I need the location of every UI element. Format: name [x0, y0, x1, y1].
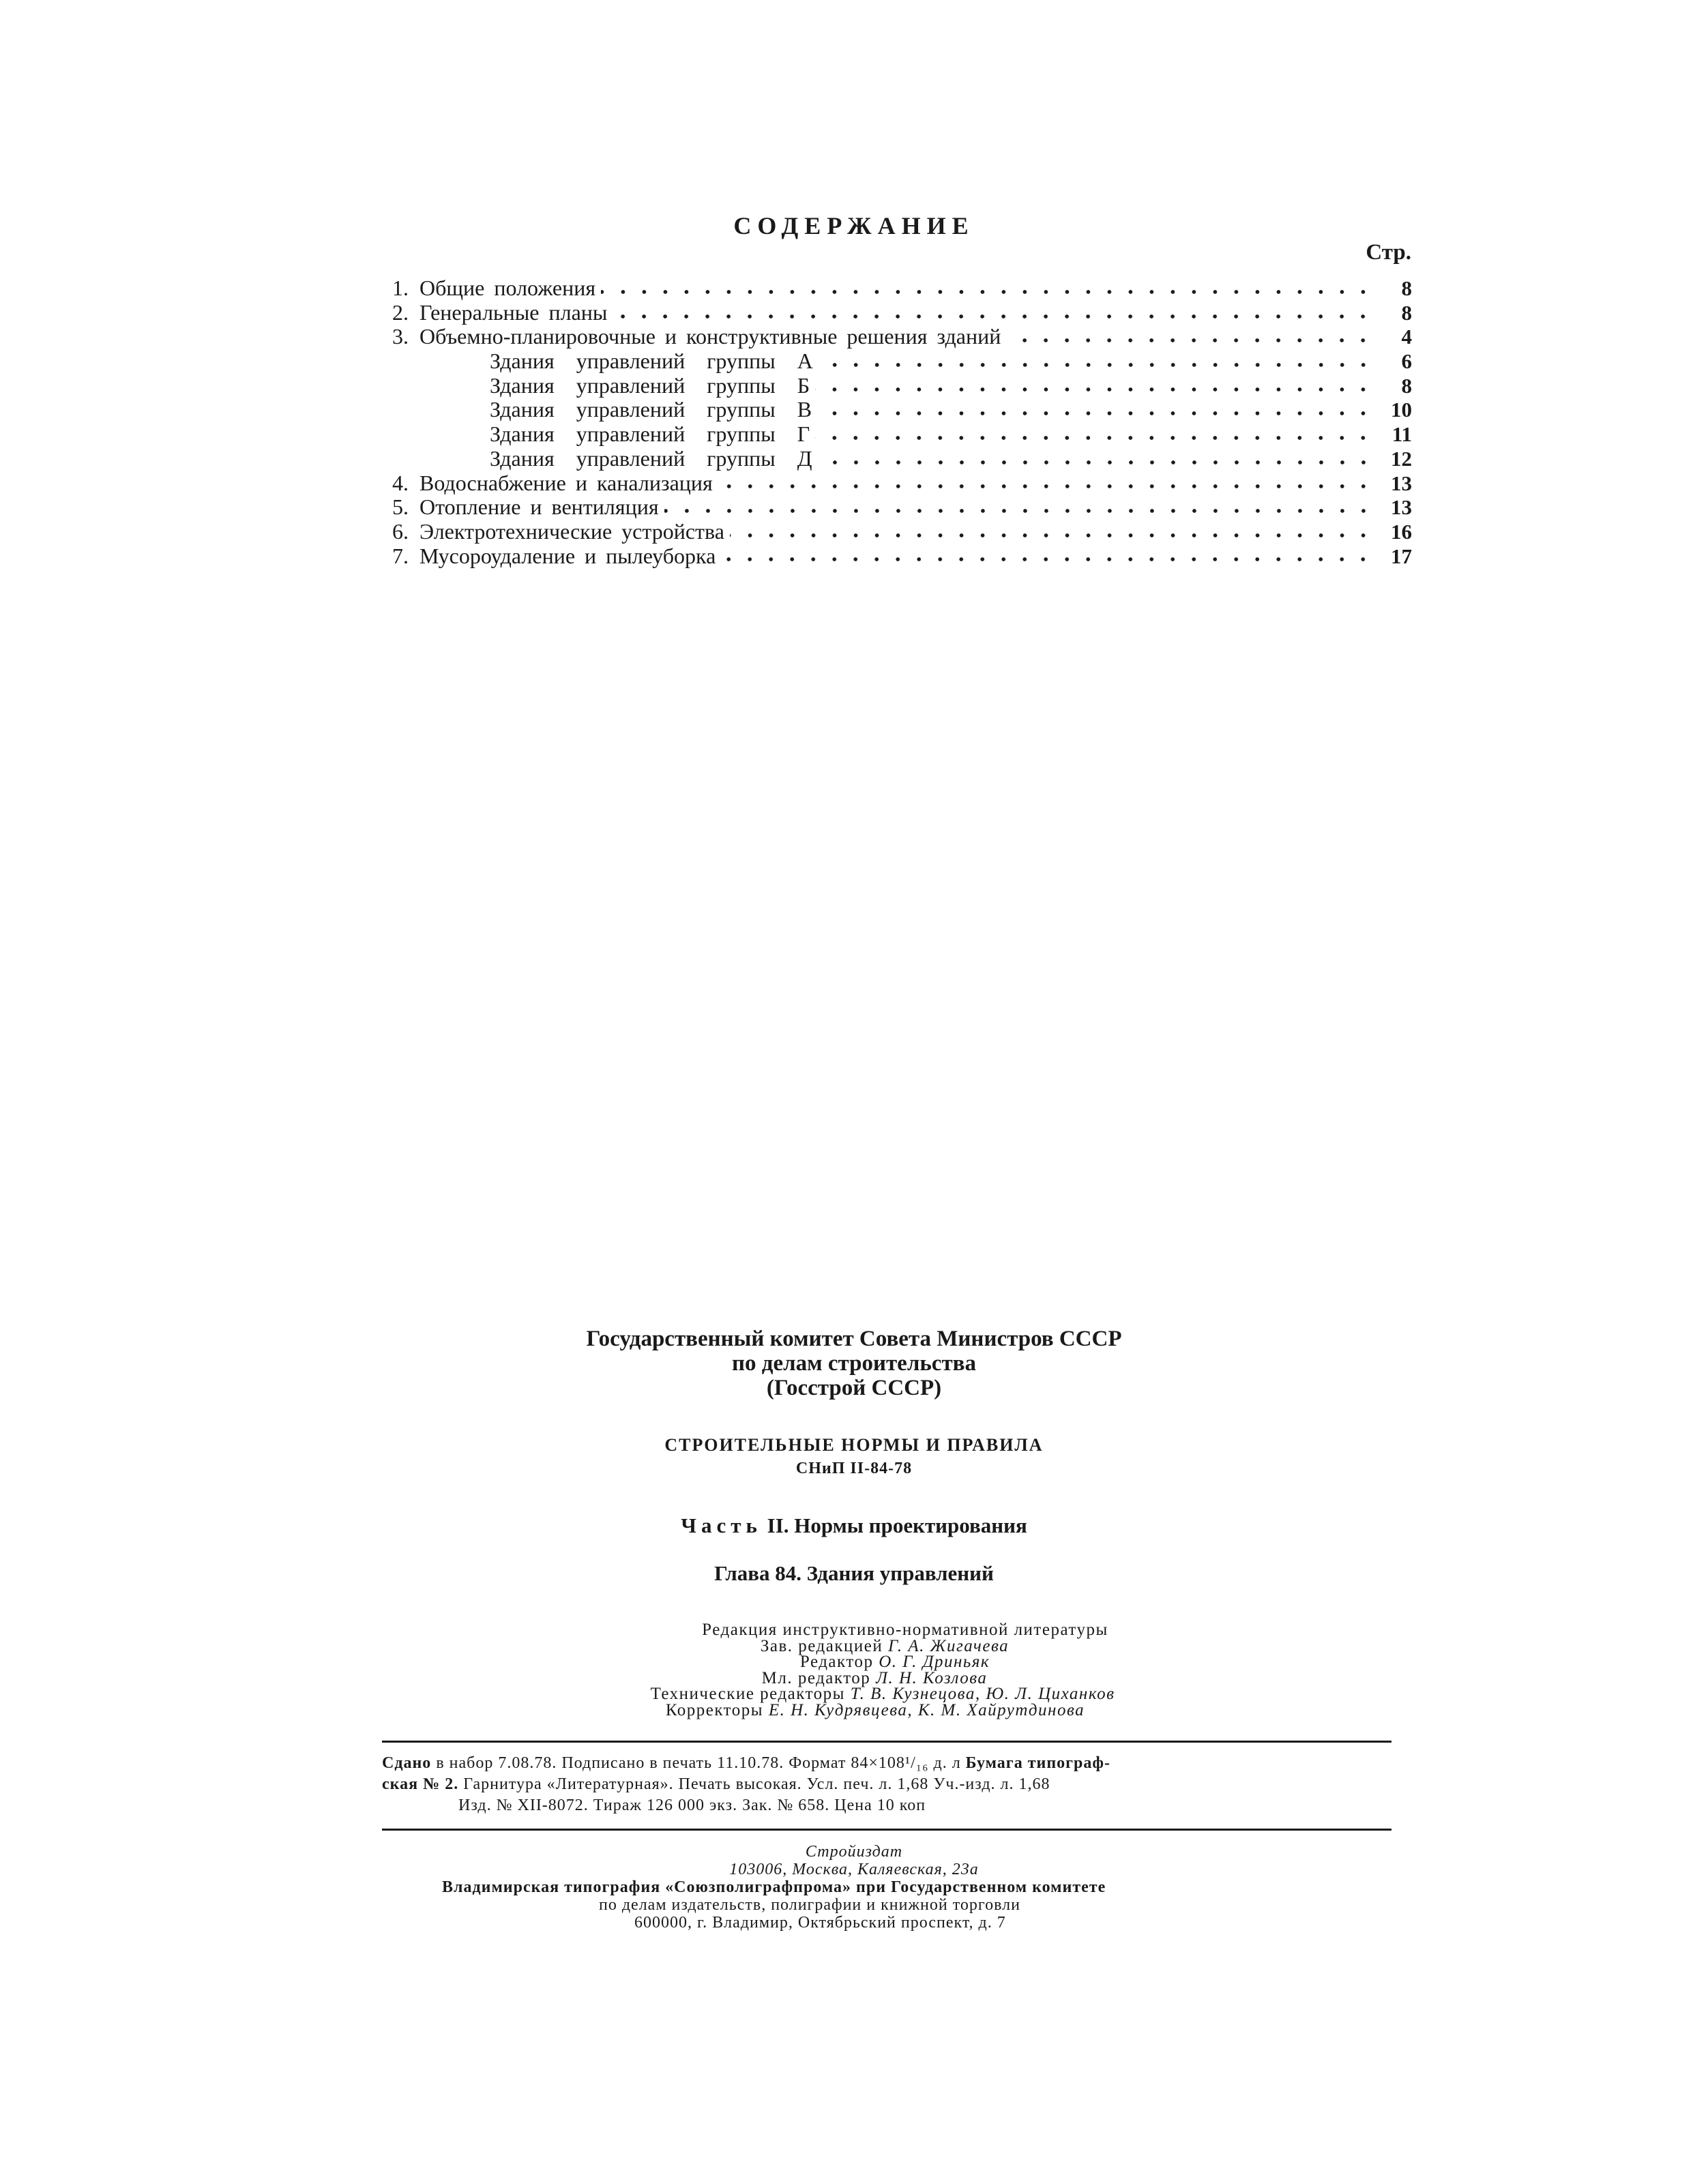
- toc-entry-text: Здания управлений группы Д: [490, 445, 812, 471]
- credit-line: [0, 1686, 1708, 1702]
- toc-leader-dots: [819, 363, 1374, 367]
- toc-entry-number: 6.: [392, 518, 409, 544]
- toc-entry[interactable]: [392, 544, 1412, 569]
- toc-leader-dots: [718, 484, 1374, 488]
- table-of-contents: [392, 276, 1412, 568]
- print-line: [382, 1753, 1392, 1774]
- toc-entry-label: [392, 495, 664, 520]
- credit-role: Технические редакторы: [650, 1685, 845, 1703]
- toc-subentry[interactable]: [392, 349, 1412, 374]
- publisher-address: 103006, Москва, Каляевская, 23а: [729, 1861, 979, 1878]
- toc-entry[interactable]: [392, 471, 1412, 496]
- toc-leader-dots: [817, 411, 1374, 415]
- print-line: Изд. № XII-8072. Тираж 126 000 экз. Зак. № 658. Цена 10 коп: [458, 1797, 926, 1814]
- organization-heading: [0, 1327, 1708, 1400]
- credit-role: Редактор: [799, 1653, 874, 1671]
- toc-entry-label: [392, 544, 721, 569]
- toc-entry[interactable]: [392, 520, 1412, 544]
- toc-entry-text: Здания управлений группы А: [490, 349, 813, 374]
- print-text: в набор 7.08.78. Подписано в печать 11.10.78. Формат 84×108¹/₁₆ д. л: [436, 1754, 961, 1772]
- norms-code: СНиП II-84-78: [795, 1460, 913, 1477]
- toc-entry-page: 8: [1401, 373, 1412, 398]
- credit-role: Корректоры: [665, 1700, 764, 1719]
- toc-entry-text: Объемно-планировочные и конструктивные решения зданий: [419, 324, 1001, 349]
- credit-person: О. Г. Дриньяк: [879, 1653, 990, 1671]
- toc-leader-dots: [815, 436, 1374, 440]
- toc-entry-page: 12: [1391, 446, 1412, 471]
- print-text: Уч.-изд. л. 1,68: [933, 1775, 1050, 1793]
- toc-leader-dots: [664, 509, 1374, 513]
- credit-person: Л. Н. Козлова: [876, 1668, 988, 1687]
- toc-entry[interactable]: [392, 301, 1412, 325]
- print-text: ская № 2.: [382, 1775, 459, 1793]
- toc-leader-dots: [1006, 338, 1374, 342]
- toc-entry-number: 5.: [392, 494, 409, 520]
- toc-subentry[interactable]: [392, 398, 1412, 422]
- toc-entry-page: 11: [1392, 422, 1412, 447]
- credit-line: [0, 1638, 1708, 1655]
- toc-entry-text: Отопление и вентиляция: [419, 494, 659, 520]
- org-line: по делам строительства: [732, 1351, 976, 1376]
- toc-entry-number: 3.: [392, 324, 409, 349]
- part-prefix: Часть: [681, 1513, 762, 1537]
- print-sent-label: Сдано: [382, 1754, 432, 1772]
- print-line: [382, 1774, 1392, 1795]
- chapter-heading: Глава 84. Здания управлений: [714, 1561, 994, 1585]
- toc-entry-text: Генеральные планы: [419, 299, 608, 325]
- toc-leader-dots: [818, 460, 1374, 464]
- print-text: Бумага типограф-: [965, 1754, 1110, 1772]
- org-line: (Госстрой СССР): [766, 1376, 942, 1400]
- credit-line: [0, 1702, 1708, 1719]
- print-details: [382, 1753, 1392, 1816]
- toc-leader-dots: [721, 557, 1374, 561]
- toc-title: СОДЕРЖАНИЕ: [733, 212, 975, 239]
- toc-entry-page: 17: [1391, 544, 1412, 568]
- divider-rule: [382, 1829, 1392, 1831]
- credit-person: Т. В. Кузнецова, Ю. Л. Циханков: [850, 1685, 1115, 1703]
- credit-line: Редакция инструктивно-нормативной литературы: [702, 1621, 1108, 1639]
- toc-entry-label: [392, 325, 1006, 349]
- part-heading: [0, 1513, 1708, 1538]
- toc-entry-label: [392, 301, 613, 325]
- printer-line: 600000, г. Владимир, Октябрьский проспект, д. 7: [634, 1914, 1006, 1932]
- editorial-credits: [0, 1622, 1708, 1718]
- toc-entry-label: [392, 276, 601, 301]
- toc-entry-number: 4.: [392, 470, 409, 495]
- publisher-info: [0, 1843, 1708, 1932]
- toc-entry-page: 13: [1391, 495, 1412, 520]
- toc-entry-page: 4: [1401, 325, 1412, 349]
- toc-entry[interactable]: [392, 276, 1412, 301]
- toc-leader-dots: [815, 387, 1374, 391]
- toc-entry-page: 8: [1401, 300, 1412, 325]
- toc-entry-page: 13: [1391, 471, 1412, 495]
- toc-leader-dots: [730, 533, 1374, 537]
- publisher-name: Стройиздат: [805, 1843, 903, 1861]
- toc-subentry[interactable]: [392, 374, 1412, 398]
- credit-person: Е. Н. Кудрявцева, К. М. Хайрутдинова: [768, 1700, 1085, 1719]
- toc-leader-dots: [601, 290, 1374, 294]
- toc-subentry[interactable]: [392, 447, 1412, 471]
- toc-entry-page: 16: [1391, 519, 1412, 544]
- toc-page-column-header: Стр.: [1366, 240, 1411, 265]
- toc-subentry[interactable]: [392, 422, 1412, 447]
- norms-title: СТРОИТЕЛЬНЫЕ НОРМЫ И ПРАВИЛА: [664, 1435, 1044, 1455]
- credit-line: [0, 1670, 1708, 1687]
- toc-entry[interactable]: [392, 325, 1412, 349]
- toc-entry-text: Электротехнические устройства: [419, 518, 724, 544]
- divider-rule: [382, 1741, 1392, 1743]
- toc-entry-number: 1.: [392, 276, 409, 300]
- toc-leader-dots: [613, 314, 1374, 319]
- toc-entry-text: Здания управлений группы Б: [490, 372, 810, 398]
- norms-heading: [0, 1434, 1708, 1480]
- org-line: Государственный комитет Совета Министров СССР: [586, 1327, 1122, 1351]
- toc-entry-page: 8: [1401, 276, 1412, 300]
- toc-entry-number: 7.: [392, 543, 409, 568]
- toc-entry-page: 10: [1391, 398, 1412, 422]
- credit-person: Г. А. Жигачева: [888, 1636, 1010, 1655]
- toc-entry-number: 2.: [392, 299, 409, 325]
- toc-entry[interactable]: [392, 495, 1412, 520]
- printer-line: по делам издательств, полиграфии и книжной торговли: [599, 1896, 1020, 1914]
- toc-entry-text: Мусороудаление и пылеуборка: [419, 543, 716, 568]
- print-text: Гарнитура «Литературная». Печать высокая. Усл. печ. л. 1,68: [463, 1775, 929, 1793]
- part-title: II. Нормы проектирования: [767, 1513, 1027, 1537]
- toc-entry-text: Здания управлений группы В: [490, 397, 812, 422]
- printer-line: Владимирская типография «Союзполиграфпрома» при Государственном комитете: [442, 1878, 1106, 1896]
- credit-role: Зав. редакцией: [760, 1636, 883, 1655]
- toc-entry-text: Общие положения: [419, 276, 596, 300]
- credit-role: Мл. редактор: [761, 1668, 871, 1687]
- toc-entry-text: Здания управлений группы Г: [490, 422, 810, 447]
- toc-entry-page: 6: [1401, 349, 1412, 374]
- credit-line: [0, 1654, 1708, 1670]
- toc-entry-text: Водоснабжение и канализация: [419, 470, 713, 495]
- toc-entry-label: [392, 471, 718, 496]
- toc-entry-label: [392, 520, 730, 544]
